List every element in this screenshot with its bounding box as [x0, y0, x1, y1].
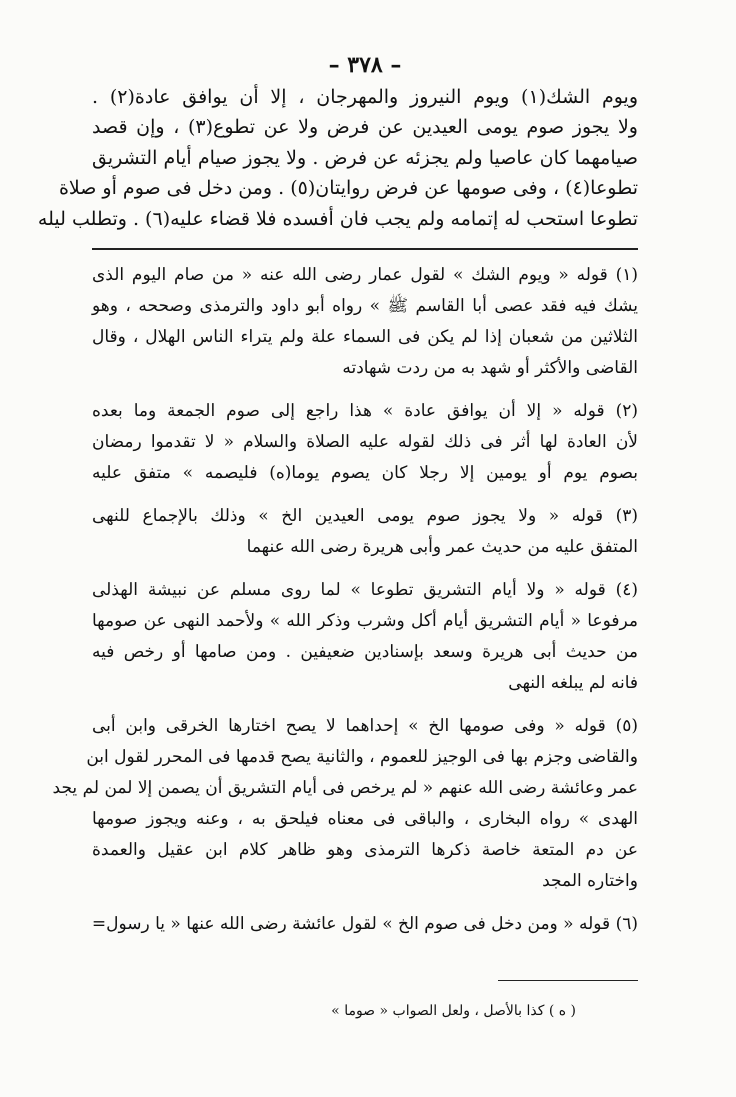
- note-line: لأن العادة لها أثر فى ذلك لقوله عليه الصلاة والسلام « لا تقدموا رمضان: [92, 432, 638, 453]
- note-1: [92, 260, 638, 384]
- note-2: [92, 396, 638, 489]
- separator-rule: [92, 248, 638, 250]
- commentary-notes: [52, 260, 638, 940]
- note-line: فانه لم يبلغه النهى: [508, 673, 638, 694]
- main-line: ويوم الشك(١) ويوم النيروز والمهرجان ، إلا أن يوافق عادة(٢) .: [92, 86, 638, 108]
- note-line: والقاضى وجزم بها فى الوجيز للعموم ، والثانية يصح قدمها فى المحرر لقول ابن: [86, 747, 638, 768]
- note-line: عمر وعائشة رضى الله عنهم « لم يرخص فى أيام التشريق أن يصمن إلا لمن لم يجد: [52, 778, 638, 799]
- note-line: القاضى والأكثر أو شهد به من ردت شهادته: [342, 358, 638, 379]
- note-line: مرفوعا « أيام التشريق أيام أكل وشرب وذكر الله » ولأحمد النهى عن صومها: [92, 611, 638, 632]
- main-line: تطوعا استحب له إتمامه ولم يجب فان أفسده فلا قضاء عليه(٦) . وتطلب ليله: [37, 207, 638, 230]
- note-6: [92, 909, 638, 940]
- note-3: [92, 501, 638, 563]
- note-line: واختاره المجد: [542, 871, 638, 892]
- note-line: (٦) قوله « ومن دخل فى صوم الخ » لقول عائشة رضى الله عنها « يا رسول=: [91, 914, 638, 935]
- note-line: (٤) قوله « ولا أيام التشريق تطوعا » لما روى مسلم عن نبيشة الهذلى: [92, 580, 638, 601]
- page-number: – ٣٧٨ –: [328, 52, 402, 78]
- main-line: ولا يجوز صوم يومى العيدين عن فرض ولا عن تطوع(٣) ، وإن قصد: [92, 116, 638, 139]
- note-line: بصوم يوم أو يومين إلا رجلا كان يصوم يوما(ه) فليصمه » متفق عليه: [92, 463, 638, 484]
- editor-footnote: ( ه ) كذا بالأصل ، ولعل الصواب « صوما »: [331, 1003, 576, 1019]
- main-text: [37, 82, 638, 234]
- main-line: صيامهما كان عاصيا ولم يجزئه عن فرض . ولا يجوز صيام أيام التشريق: [92, 146, 638, 169]
- note-line: من حديث أبى هريرة وسعد بإسنادين ضعيفين . ومن صامها أو رخص فيه: [92, 642, 638, 663]
- note-line: (٥) قوله « وفى صومها الخ » إحداهما لا يصح اختارها الخرقى وابن أبى: [92, 716, 638, 737]
- note-line: يشك فيه فقد عصى أبا القاسم ﷺ » رواه أبو داود والترمذى وصححه ، وهو: [92, 296, 638, 317]
- note-line: الهدى » رواه البخارى ، والباقى فى معناه فيلحق به ، وعنه ويجوز صومها: [92, 809, 638, 830]
- footnote-rule: [498, 980, 638, 981]
- note-4: [92, 575, 638, 699]
- note-line: (٢) قوله « إلا أن يوافق عادة » هذا راجع إلى صوم الجمعة وما بعده: [92, 401, 638, 422]
- note-line: عن دم المتعة خاصة ذكرها الترمذى وهو ظاهر كلام ابن عقيل والعمدة: [92, 840, 638, 861]
- note-line: المتفق عليه من حديث عمر وأبى هريرة رضى الله عنهما: [246, 537, 638, 558]
- note-5: [52, 711, 638, 897]
- main-line: تطوعا(٤) ، وفى صومها عن فرض روايتان(٥) . ومن دخل فى صوم أو صلاة: [58, 177, 638, 200]
- note-line: الثلاثين من شعبان إذا لم يكن فى السماء علة ولم يتراء الناس الهلال ، وقال: [92, 327, 638, 348]
- note-line: (١) قوله « ويوم الشك » لقول عمار رضى الله عنه « من صام اليوم الذى: [92, 265, 638, 286]
- note-line: (٣) قوله « ولا يجوز صوم يومى العيدين الخ » وذلك بالإجماع للنهى: [92, 506, 638, 527]
